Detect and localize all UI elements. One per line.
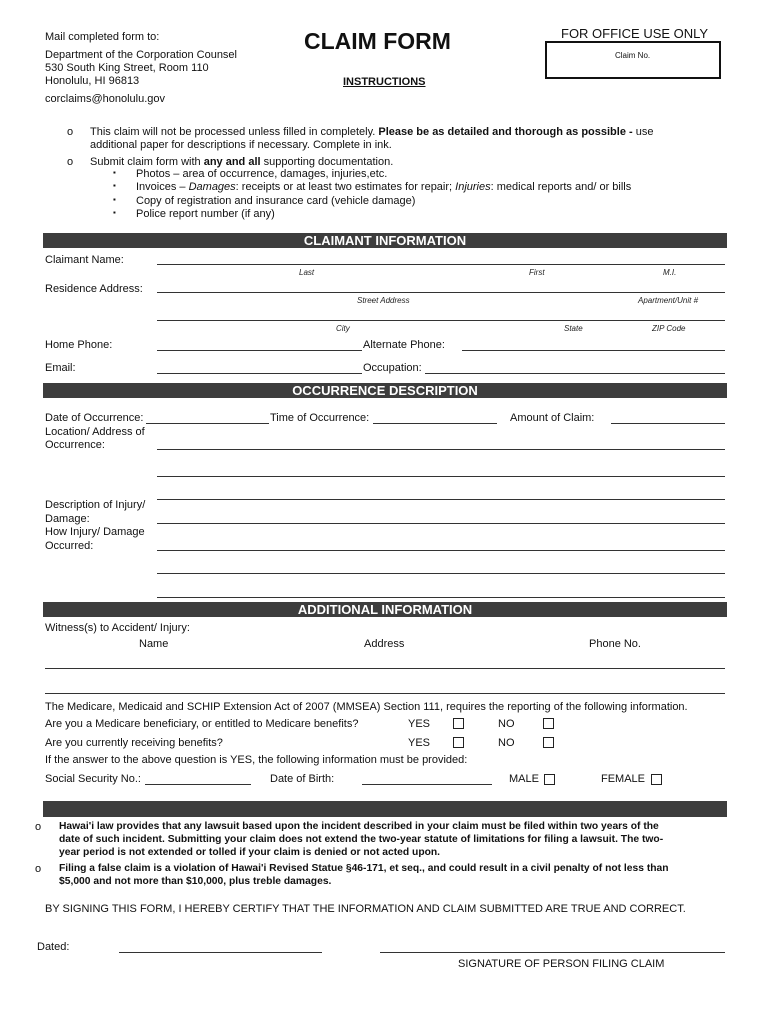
claimant-name-label: Claimant Name: — [45, 254, 124, 266]
list-bullet: o — [35, 863, 42, 875]
sub-item-police: Police report number (if any) — [136, 208, 275, 220]
dated-label: Dated: — [37, 941, 70, 953]
sub-bullet: ▪ — [113, 195, 116, 204]
claim-no-label: Claim No. — [615, 51, 651, 60]
home-phone-label: Home Phone: — [45, 339, 113, 351]
email-label: Email: — [45, 362, 76, 374]
time-of-occurrence-label: Time of Occurrence: — [270, 412, 370, 424]
ssn-label: Social Security No.: — [45, 773, 141, 785]
additional-section-header: ADDITIONAL INFORMATION — [43, 602, 727, 617]
no-label: NO — [498, 718, 515, 730]
yes-label: YES — [408, 718, 431, 730]
location-label: Location/ Address of — [45, 426, 145, 438]
department-street: 530 South King Street, Room 110 — [45, 62, 209, 74]
certification-statement: BY SIGNING THIS FORM, I HEREBY CERTIFY THAT THE INFORMATION AND CLAIM SUBMITTED ARE TRUE AND CORRECT. — [45, 903, 686, 915]
alternate-phone-label: Alternate Phone: — [363, 339, 445, 351]
claimant-section-header: CLAIMANT INFORMATION — [43, 233, 727, 248]
sub-emphasis: Injuries — [455, 181, 491, 193]
medicare-question-2: Are you currently receiving benefits? — [45, 737, 223, 749]
witness-address-column: Address — [364, 638, 405, 650]
instruction-text: Submit claim form with — [90, 156, 201, 168]
statute-notice-line-2: date of such incident. Submitting your claim does not extend the two-year statute of limitations for filing a lawsuit. The two- — [59, 834, 664, 845]
instruction-text: use — [635, 126, 654, 138]
list-bullet: o — [67, 156, 74, 168]
last-name-caption: Last — [299, 268, 315, 277]
home-phone-input[interactable] — [157, 350, 362, 351]
sub-bullet: ▪ — [113, 208, 116, 217]
city-caption: City — [336, 324, 350, 333]
sub-text: : medical reports and/ or bills — [490, 181, 632, 193]
witness-name-column: Name — [139, 638, 169, 650]
amount-of-claim-label: Amount of Claim: — [510, 412, 595, 424]
statute-notice-line-1: Hawai'i law provides that any lawsuit based upon the incident described in your claim must be filed within two years of the — [59, 821, 659, 832]
sub-bullet: ▪ — [113, 181, 116, 190]
description-label-cont: Damage: — [45, 513, 90, 525]
city-state-zip-input[interactable] — [157, 320, 725, 321]
sub-text: Invoices – — [136, 181, 186, 193]
list-bullet: o — [67, 126, 74, 138]
amount-of-claim-input[interactable] — [611, 423, 725, 424]
residence-address-label: Residence Address: — [45, 283, 143, 295]
street-address-caption: Street Address — [357, 296, 410, 305]
location-input[interactable] — [157, 449, 725, 450]
medicare-note: The Medicare, Medicaid and SCHIP Extension Act of 2007 (MMSEA) Section 111, requires the reporting of the following information. — [45, 701, 688, 713]
mi-caption: M.I. — [663, 268, 677, 277]
dob-label: Date of Birth: — [270, 773, 335, 785]
male-label: MALE — [509, 773, 539, 785]
first-name-caption: First — [529, 268, 545, 277]
witness-input-line-2[interactable] — [45, 693, 725, 694]
state-caption: State — [564, 324, 583, 333]
instruction-emphasis: Please be as detailed and thorough as possible - — [378, 126, 633, 138]
occurrence-section-header: OCCURRENCE DESCRIPTION — [43, 383, 727, 398]
q2-yes-checkbox[interactable] — [453, 737, 464, 748]
signature-caption: SIGNATURE OF PERSON FILING CLAIM — [458, 958, 665, 970]
description-input[interactable] — [157, 523, 725, 524]
yes-label: YES — [408, 737, 431, 749]
street-address-input[interactable] — [157, 292, 725, 293]
department-email: corclaims@honolulu.gov — [45, 93, 166, 105]
occupation-label: Occupation: — [363, 362, 422, 374]
description-label: Description of Injury/ — [45, 499, 146, 511]
occupation-input[interactable] — [425, 373, 725, 374]
female-checkbox[interactable] — [651, 774, 662, 785]
sub-text: : receipts or at least two estimates for repair; — [235, 181, 453, 193]
list-bullet: o — [35, 821, 42, 833]
male-checkbox[interactable] — [544, 774, 555, 785]
q1-yes-checkbox[interactable] — [453, 718, 464, 729]
instruction-text: This claim will not be processed unless filled in completely. — [90, 126, 376, 138]
time-of-occurrence-input[interactable] — [373, 423, 497, 424]
dated-input[interactable] — [119, 952, 322, 953]
how-occurred-label-cont: Occurred: — [45, 540, 94, 552]
instructions-heading: INSTRUCTIONS — [343, 76, 426, 88]
zip-caption: ZIP Code — [652, 324, 686, 333]
location-label-cont: Occurrence: — [45, 439, 105, 451]
how-occurred-input[interactable] — [157, 550, 725, 551]
false-claim-notice-line-2: $5,000 and not more than $10,000, plus treble damages. — [59, 876, 332, 887]
sub-emphasis: Damages — [188, 181, 236, 193]
page-title: CLAIM FORM — [304, 28, 451, 54]
instruction-item-1-cont: additional paper for descriptions if necessary. Complete in ink. — [90, 139, 392, 151]
instruction-emphasis: any and all — [203, 156, 261, 168]
how-occurred-input-line-2[interactable] — [157, 573, 725, 574]
sub-item-registration: Copy of registration and insurance card (vehicle damage) — [136, 195, 416, 207]
location-input-line-2[interactable] — [157, 476, 725, 477]
instruction-item-1 — [90, 126, 653, 138]
office-use-box — [545, 41, 721, 79]
email-input[interactable] — [157, 373, 362, 374]
instruction-item-2 — [90, 156, 393, 168]
how-occurred-label: How Injury/ Damage — [45, 526, 145, 538]
if-yes-note: If the answer to the above question is YES, the following information must be provided: — [45, 754, 468, 766]
how-occurred-input-line-3[interactable] — [157, 597, 725, 598]
legal-section-bar — [43, 801, 727, 817]
witness-input-line-1[interactable] — [45, 668, 725, 669]
department-city: Honolulu, HI 96813 — [45, 75, 140, 87]
department-name: Department of the Corporation Counsel — [45, 49, 237, 61]
sub-bullet: ▪ — [113, 168, 116, 177]
medicare-question-1: Are you a Medicare beneficiary, or entitled to Medicare benefits? — [45, 718, 359, 730]
office-use-label: FOR OFFICE USE ONLY — [561, 26, 709, 41]
instruction-text: supporting documentation. — [263, 156, 394, 168]
witness-label: Witness(s) to Accident/ Injury: — [45, 622, 190, 634]
sub-item-invoices — [136, 181, 631, 193]
date-of-occurrence-input[interactable] — [146, 423, 269, 424]
no-label: NO — [498, 737, 515, 749]
claimant-name-input[interactable] — [157, 264, 725, 265]
mail-to-label: Mail completed form to: — [45, 31, 160, 43]
q2-no-checkbox[interactable] — [543, 737, 554, 748]
witness-phone-column: Phone No. — [589, 638, 641, 650]
apartment-caption: Apartment/Unit # — [638, 296, 699, 305]
signature-input[interactable] — [380, 952, 725, 953]
statute-notice-line-3: year period is not extended or tolled if your claim is denied or not acted upon. — [59, 847, 441, 858]
false-claim-notice-line-1: Filing a false claim is a violation of Hawai'i Revised Statue §46-171, et seq., and could result in a civil penalty of not less than — [59, 863, 669, 874]
q1-no-checkbox[interactable] — [543, 718, 554, 729]
alternate-phone-input[interactable] — [462, 350, 725, 351]
dob-input[interactable] — [362, 784, 492, 785]
location-input-line-3[interactable] — [157, 499, 725, 500]
sub-item-photos: Photos – area of occurrence, damages, injuries,etc. — [136, 168, 388, 180]
female-label: FEMALE — [601, 773, 646, 785]
ssn-input[interactable] — [145, 784, 251, 785]
date-of-occurrence-label: Date of Occurrence: — [45, 412, 144, 424]
